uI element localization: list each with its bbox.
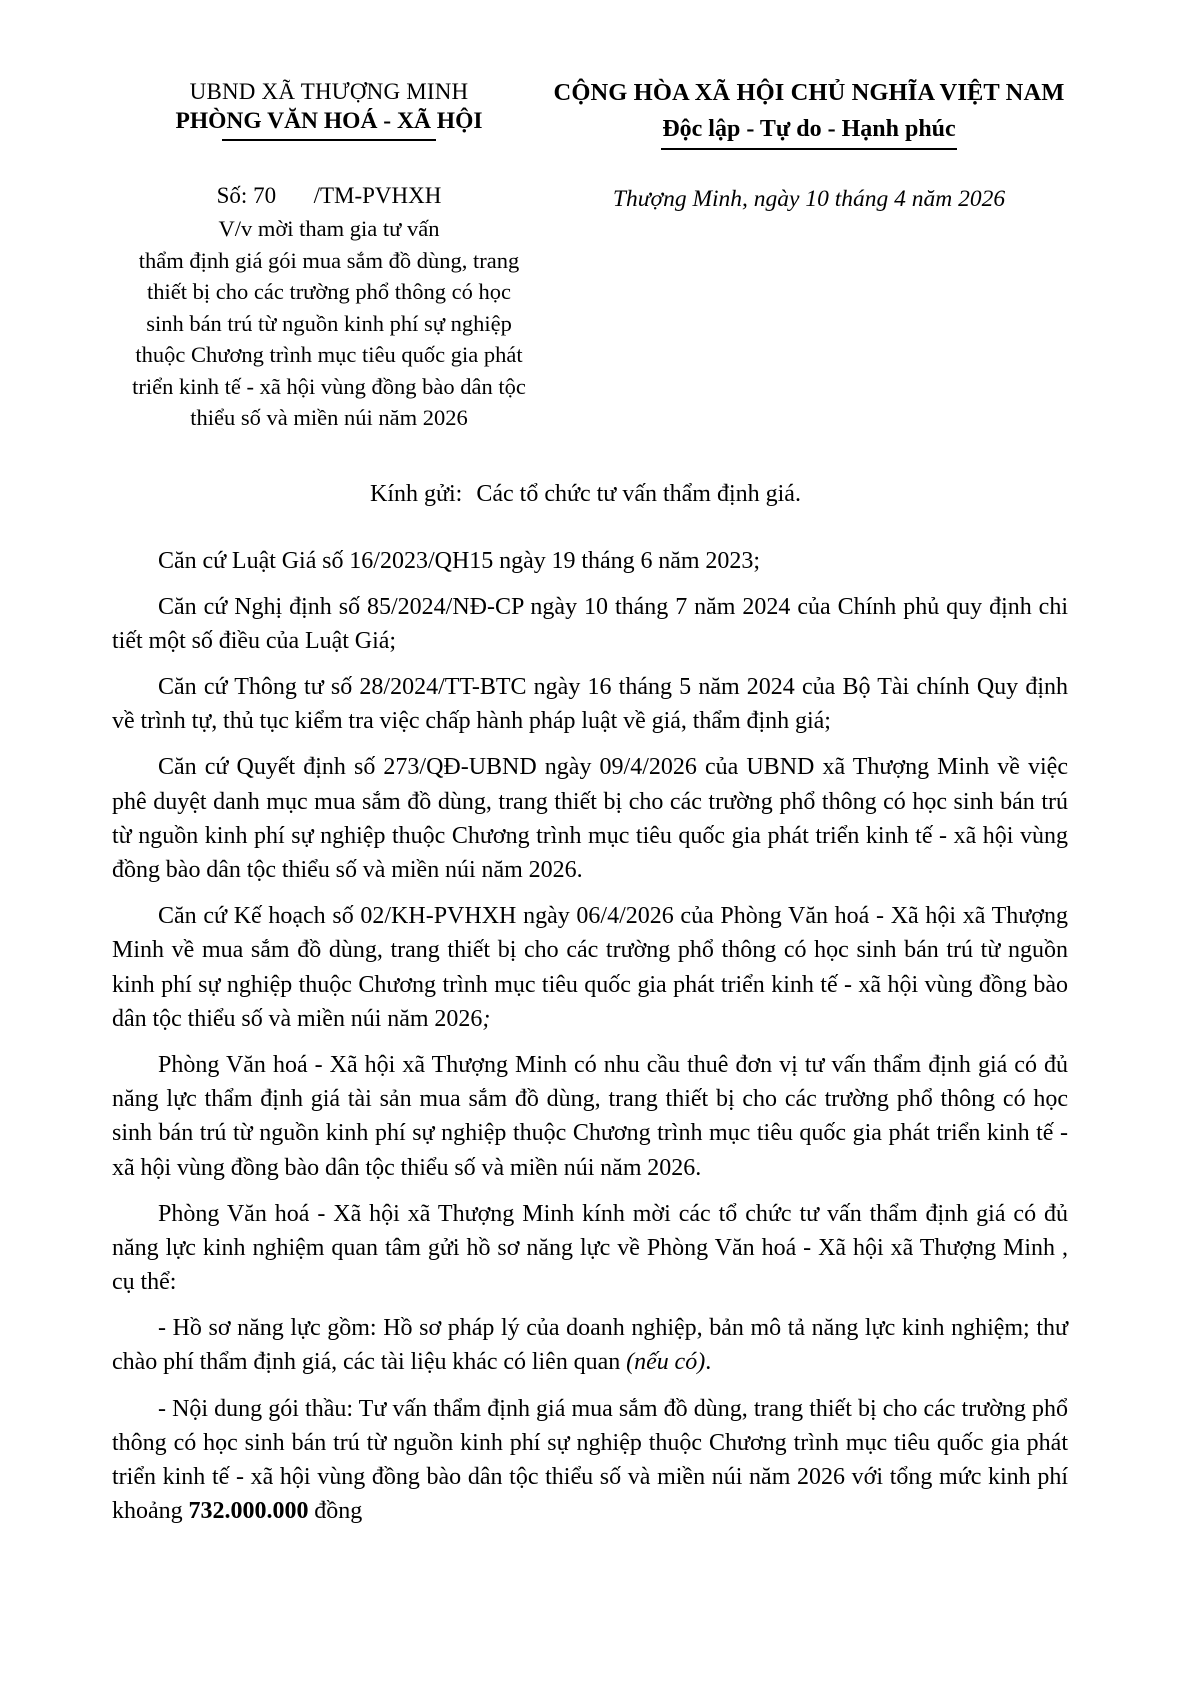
paragraph-need-statement: Phòng Văn hoá - Xã hội xã Thượng Minh có nhu cầu thuê đơn vị tư vấn thẩm định giá có đủ năng lực thẩm định giá tài sản mua sắm đồ dùng, trang thiết bị cho các trường phổ thông có học sinh bán trú từ nguồn kinh phí sự nghiệp thuộc Chương trình mục tiêu quốc gia phát triển kinh tế - xã hội vùng đồng bào dân tộc thiểu số và miền núi năm 2026. bbox=[112, 1051, 1068, 1181]
document-number-value: 70 bbox=[253, 183, 277, 209]
recipient-line bbox=[112, 481, 1068, 508]
package-budget-amount: 732.000.000 bbox=[188, 1498, 309, 1525]
paragraph-legal-basis-4: Căn cứ Quyết định số 273/QĐ-UBND ngày 09/4/2026 của UBND xã Thượng Minh về việc phê duyệt danh mục mua sắm đồ dùng, trang thiết bị cho các trường phổ thông có học sinh bán trú từ nguồn kinh phí sự nghiệp thuộc Chương trình mục tiêu quốc gia phát triển kinh tế - xã hội vùng đồng bào dân tộc thiểu số và miền núi năm 2026. bbox=[112, 754, 1068, 884]
document-subject bbox=[126, 213, 532, 434]
document-meta bbox=[112, 181, 1068, 433]
package-content-text: - Nội dung gói thầu: Tư vấn thẩm định giá mua sắm đồ dùng, trang thiết bị cho các trường phổ thông có học sinh bán trú từ nguồn kinh phí sự nghiệp thuộc Chương trình mục tiêu quốc gia phát triển kinh tế - xã hội vùng đồng bào dân tộc thiểu số và miền núi năm 2026 với tổng mức kinh phí khoảng bbox=[112, 1395, 1068, 1525]
document-number-suffix: /TM-PVHXH bbox=[313, 183, 442, 209]
required-documents-period: . bbox=[705, 1349, 712, 1376]
paragraph-legal-basis-5-semicolon: ; bbox=[482, 1005, 491, 1032]
national-title: CỘNG HÒA XÃ HỘI CHỦ NGHĨA VIỆT NAM bbox=[553, 79, 1065, 106]
paragraph-package-content bbox=[112, 1392, 1068, 1529]
organization-name: UBND XÃ THƯỢNG MINH bbox=[189, 79, 469, 104]
document-number-line bbox=[126, 181, 532, 211]
motto-underline-rule bbox=[661, 148, 957, 150]
national-motto: Độc lập - Tự do - Hạnh phúc bbox=[662, 116, 956, 143]
paragraph-legal-basis-5-text: Căn cứ Kế hoạch số 02/KH-PVHXH ngày 06/4/2026 của Phòng Văn hoá - Xã hội xã Thượng Minh về mua sắm đồ dùng, trang thiết bị cho các trường phổ thông có học sinh bán trú từ nguồn kinh phí sự nghiệp thuộc Chương trình mục tiêu quốc gia phát triển kinh tế - xã hội vùng đồng bào dân tộc thiểu số và miền núi năm 2026 bbox=[112, 903, 1068, 1032]
required-documents-note: (nếu có) bbox=[626, 1349, 706, 1376]
document-header bbox=[112, 78, 1068, 150]
document-number-label: Số: bbox=[216, 183, 248, 209]
recipient-label: Kính gửi: bbox=[370, 480, 463, 507]
subject-prefix: V/v mời tham gia tư vấn bbox=[218, 216, 440, 242]
subject-body: thẩm định giá gói mua sắm đồ dùng, trang thiết bị cho các trường phổ thông có học sinh bán trú từ nguồn kinh phí sự nghiệp thuộc Chương trình mục tiêu quốc gia phát triển kinh tế - xã hội vùng đồng bào dân tộc thiểu số và miền núi năm 2026 bbox=[132, 247, 526, 431]
paragraph-legal-basis-5 bbox=[112, 899, 1068, 1036]
paragraph-required-documents bbox=[112, 1311, 1068, 1379]
paragraph-invitation: Phòng Văn hoá - Xã hội xã Thượng Minh kính mời các tổ chức tư vấn thẩm định giá có đủ năng lực kinh nghiệm quan tâm gửi hồ sơ năng lực về Phòng Văn hoá - Xã hội xã Thượng Minh , cụ thể: bbox=[112, 1200, 1068, 1296]
document-body bbox=[112, 544, 1068, 1529]
document-number-subject-block bbox=[112, 181, 532, 433]
department-underline-rule bbox=[222, 139, 436, 141]
package-budget-unit: đồng bbox=[308, 1498, 363, 1525]
required-documents-text: - Hồ sơ năng lực gồm: Hồ sơ pháp lý của doanh nghiệp, bản mô tả năng lực kinh nghiệm; thư chào phí thẩm định giá, các tài liệu khác có liên quan bbox=[112, 1315, 1068, 1376]
paragraph-legal-basis-2: Căn cứ Nghị định số 85/2024/NĐ-CP ngày 10 tháng 7 năm 2024 của Chính phủ quy định chi tiết một số điều của Luật Giá; bbox=[112, 593, 1068, 654]
issuing-organization-block bbox=[112, 78, 532, 141]
recipient-value: Các tổ chức tư vấn thẩm định giá. bbox=[476, 480, 801, 507]
department-name: PHÒNG VĂN HOÁ - XÃ HỘI bbox=[175, 107, 483, 134]
place-date-block bbox=[532, 181, 1068, 213]
national-heading-block bbox=[532, 78, 1068, 150]
place-and-date: Thượng Minh, ngày 10 tháng 4 năm 2026 bbox=[612, 186, 1006, 213]
paragraph-legal-basis-1: Căn cứ Luật Giá số 16/2023/QH15 ngày 19 tháng 6 năm 2023; bbox=[158, 547, 761, 574]
paragraph-legal-basis-3: Căn cứ Thông tư số 28/2024/TT-BTC ngày 16 tháng 5 năm 2024 của Bộ Tài chính Quy định về trình tự, thủ tục kiểm tra việc chấp hành pháp luật về giá, thẩm định giá; bbox=[112, 674, 1068, 735]
